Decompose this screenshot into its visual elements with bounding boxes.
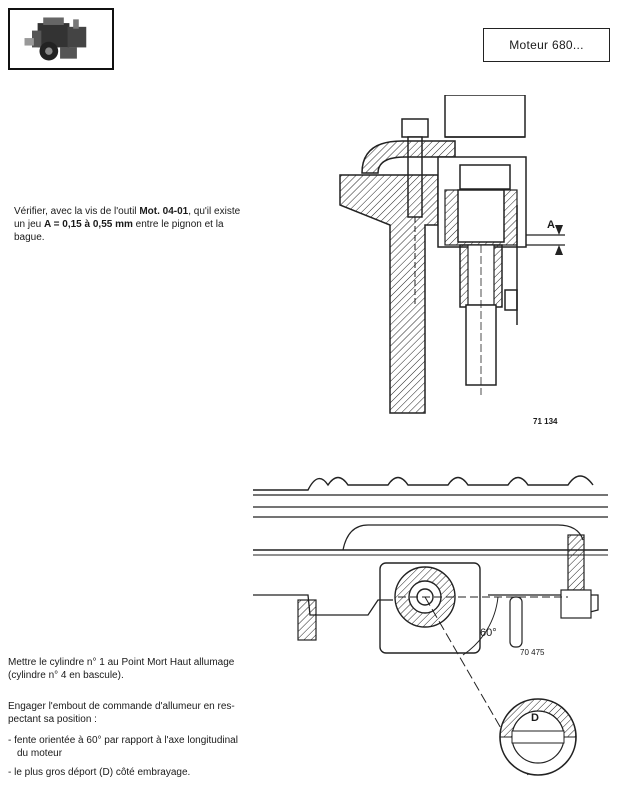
bullet-mark: - <box>8 735 15 746</box>
text: entre le pignon et la <box>132 219 224 230</box>
offset-marker-label: D <box>531 712 539 724</box>
text: Vérifier, avec la vis de l'outil <box>14 206 140 217</box>
engine-thumbnail <box>8 8 114 70</box>
tdc-paragraph <box>8 656 308 682</box>
list-item <box>8 766 308 779</box>
engage-paragraph <box>8 700 308 726</box>
figure-ref-2: 70 475 <box>520 648 545 657</box>
figure-gear-section <box>330 95 610 430</box>
text: Mettre le cylindre n° 1 au Point Mort Haut allumage <box>8 657 235 668</box>
bullet-mark: - <box>8 767 15 778</box>
instruction-list <box>8 734 308 785</box>
check-play-paragraph <box>14 205 314 244</box>
figure-ref-1: 71 134 <box>533 417 558 426</box>
angle-label: 60° <box>480 627 497 639</box>
text: , qu'il existe <box>188 206 241 217</box>
text: le plus gros déport (D) côté embrayage. <box>14 767 191 778</box>
text: fente orientée à 60° par rapport à l'axe longitudinal <box>14 735 238 746</box>
list-item <box>8 734 308 760</box>
text: (cylindre n° 4 en bascule). <box>8 670 124 681</box>
text: pectant sa position : <box>8 714 97 725</box>
text: bague. <box>14 232 45 243</box>
text: Engager l'embout de commande d'allumeur en res- <box>8 701 235 712</box>
engine-icon <box>10 10 112 68</box>
text: un jeu <box>14 219 45 230</box>
text: du moteur <box>17 748 63 759</box>
tool-ref: Mot. 04-01 <box>139 206 189 217</box>
play-marker-label: A <box>547 219 555 231</box>
section-label: Moteur 680... <box>483 28 610 62</box>
play-spec: A = 0,15 à 0,55 mm <box>44 219 133 230</box>
